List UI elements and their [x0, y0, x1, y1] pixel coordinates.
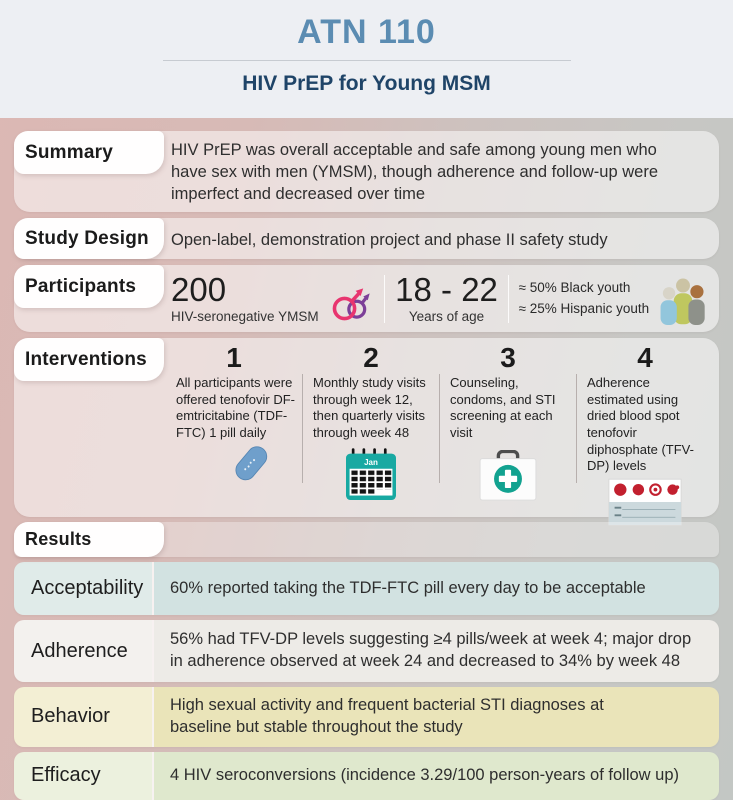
age-range: 18 - 22: [395, 271, 498, 309]
result-row-content: [154, 562, 719, 615]
result-row-text: 4 HIV seroconversions (incidence 3.29/100 person-years of follow up): [170, 765, 680, 784]
participant-count-caption: HIV-seronegative YMSM: [171, 308, 319, 324]
results-section-header: [14, 522, 719, 557]
results-label: Results: [14, 522, 164, 557]
study-design-text: Open-label, demonstration project and phase II safety study: [171, 231, 608, 249]
participants-divider: [384, 275, 385, 323]
study-design-label: Study Design: [14, 218, 164, 259]
interventions-section: [14, 338, 719, 517]
result-row-behavior: [14, 687, 719, 747]
demographic-line: ≈ 25% Hispanic youth: [518, 300, 650, 316]
interventions-content: [166, 338, 719, 517]
age-stat: [395, 273, 498, 324]
pill-icon: [224, 436, 278, 495]
summary-section: [14, 131, 719, 212]
age-caption: Years of age: [408, 308, 485, 324]
result-row-efficacy: [14, 752, 719, 800]
group-icon: [659, 275, 707, 332]
result-row-label: Adherence: [14, 620, 152, 682]
intervention-number: 3: [500, 342, 516, 373]
infographic-header: [0, 0, 733, 118]
interventions-label: Interventions: [14, 338, 164, 381]
intervention-item-1: [166, 342, 302, 507]
first-aid-kit-icon: [479, 450, 537, 507]
participants-label: Participants: [14, 265, 164, 308]
participant-count-stat: [171, 273, 319, 324]
intervention-text: All participants were offered tenofovir DF-emtricitabine (TDF-FTC) 1 pill daily: [176, 375, 295, 441]
result-row-content: [154, 620, 719, 682]
participants-content: [171, 265, 719, 332]
intervention-item-3: [440, 342, 576, 507]
demographics-block: [519, 278, 649, 320]
result-row-text: High sexual activity and frequent bacterial STI diagnoses at baseline but stable throughout the study: [170, 696, 604, 736]
result-row-content: [154, 687, 719, 747]
intervention-number: 4: [637, 342, 653, 373]
intervention-item-2: [303, 342, 439, 507]
result-row-content: [154, 752, 719, 800]
double-mars-icon: [328, 277, 374, 332]
calendar-month-label: Jan: [364, 458, 378, 468]
result-row-adherence: [14, 620, 719, 682]
participant-count: 200: [171, 271, 227, 309]
result-row-label: Acceptability: [14, 562, 152, 615]
participants-divider: [508, 275, 509, 323]
result-row-label: Efficacy: [14, 752, 152, 800]
study-title: ATN 110: [297, 13, 436, 51]
intervention-number: 1: [226, 342, 242, 373]
result-row-acceptability: [14, 562, 719, 615]
header-divider: [163, 60, 571, 61]
participants-section: [14, 265, 719, 332]
study-subtitle: HIV PrEP for Young MSM: [242, 72, 491, 96]
intervention-item-4: [577, 342, 713, 507]
intervention-text: Counseling, condoms, and STI screening at each visit: [450, 375, 556, 441]
result-row-text: 56% had TFV-DP levels suggesting ≥4 pills/week at week 4; major drop in adherence observed at week 24 and decreased to 34% by week 48: [170, 630, 692, 670]
result-row-text: 60% reported taking the TDF-FTC pill every day to be acceptable: [170, 578, 646, 597]
intervention-number: 2: [363, 342, 379, 373]
summary-text: HIV PrEP was overall acceptable and safe among young men who have sex with men (YMSM), though adherence and follow-up were imperfect and decreased over time: [171, 141, 658, 204]
demographic-line: ≈ 50% Black youth: [518, 279, 631, 295]
intervention-text: Adherence estimated using dried blood spot tenofovir diphosphate (TFV-DP) levels: [587, 375, 694, 474]
infographic-body: [0, 118, 733, 800]
summary-label: Summary: [14, 131, 164, 174]
study-design-section: [14, 218, 719, 259]
calendar-icon: [346, 448, 396, 507]
intervention-text: Monthly study visits through week 12, then quarterly visits through week 48: [313, 375, 426, 441]
result-row-label: Behavior: [14, 687, 152, 747]
